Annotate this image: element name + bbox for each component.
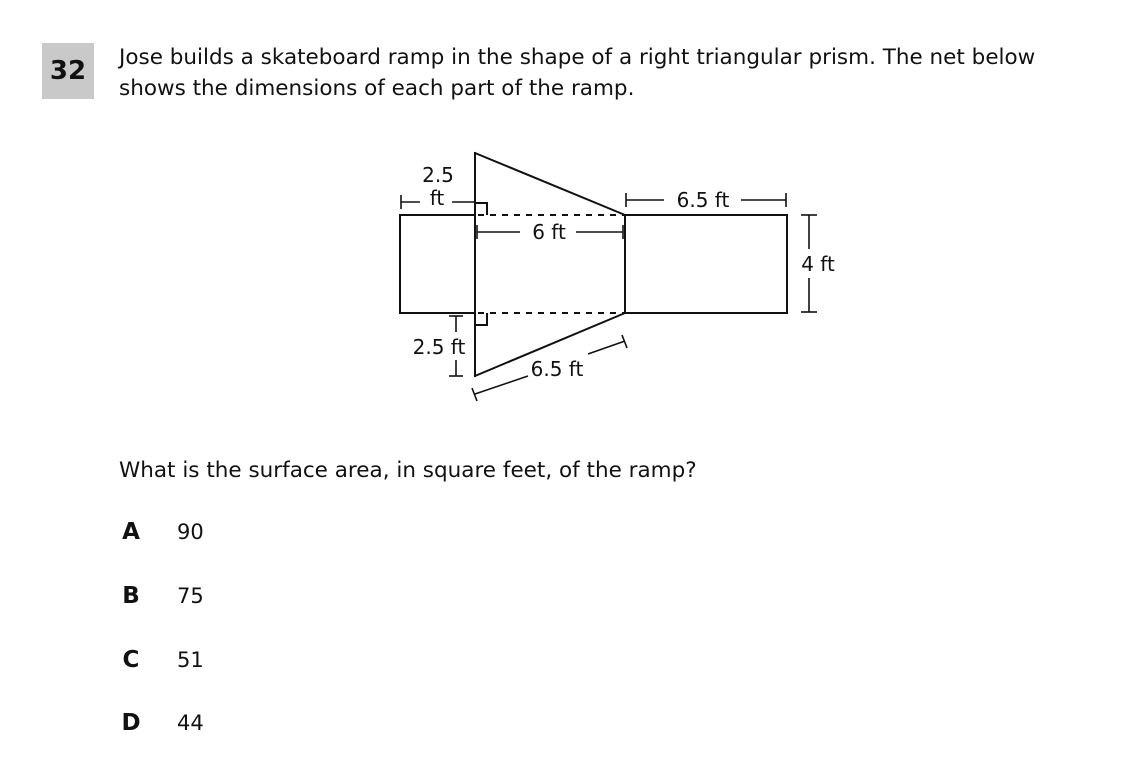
stem-line-2: shows the dimensions of each part of the ramp. xyxy=(119,76,635,101)
net-top-triangle-hypotenuse xyxy=(475,153,625,215)
choice-letter: B xyxy=(122,583,140,609)
choice-letter: C xyxy=(122,647,140,673)
dim-label-right-width: 6.5 ft xyxy=(676,188,730,212)
dim-label-right-height: 4 ft xyxy=(801,252,835,276)
choice-value: 44 xyxy=(177,711,204,735)
dim-label-top-leg-value: 2.5 xyxy=(422,163,454,187)
question-prompt: What is the surface area, in square feet, of the ramp? xyxy=(119,458,697,483)
answer-choice-c[interactable] xyxy=(119,644,319,676)
answer-choice-d[interactable] xyxy=(119,707,319,739)
choice-value: 75 xyxy=(177,584,204,608)
right-angle-mark-top xyxy=(475,203,487,215)
dim-label-middle-width: 6 ft xyxy=(532,220,566,244)
prism-net-diagram xyxy=(380,140,850,420)
right-angle-mark-bottom xyxy=(475,313,487,325)
net-left-rectangle xyxy=(400,215,475,313)
dim-label-bottom-leg: 2.5 ft xyxy=(412,335,466,359)
stem-line-1: Jose builds a skateboard ramp in the shape of a right triangular prism. The net below xyxy=(119,45,1036,70)
question-number: 32 xyxy=(42,43,94,99)
net-right-rectangle xyxy=(625,215,787,313)
answer-choice-b[interactable] xyxy=(119,580,319,612)
answer-choice-a[interactable] xyxy=(119,516,319,548)
dim-label-bottom-hypotenuse: 6.5 ft xyxy=(530,357,584,381)
choice-value: 90 xyxy=(177,520,204,544)
choice-value: 51 xyxy=(177,648,204,672)
choice-letter: D xyxy=(121,710,141,736)
question-stem xyxy=(119,42,1079,104)
dim-label-top-leg-unit: ft xyxy=(429,186,445,210)
choice-letter: A xyxy=(122,519,140,545)
